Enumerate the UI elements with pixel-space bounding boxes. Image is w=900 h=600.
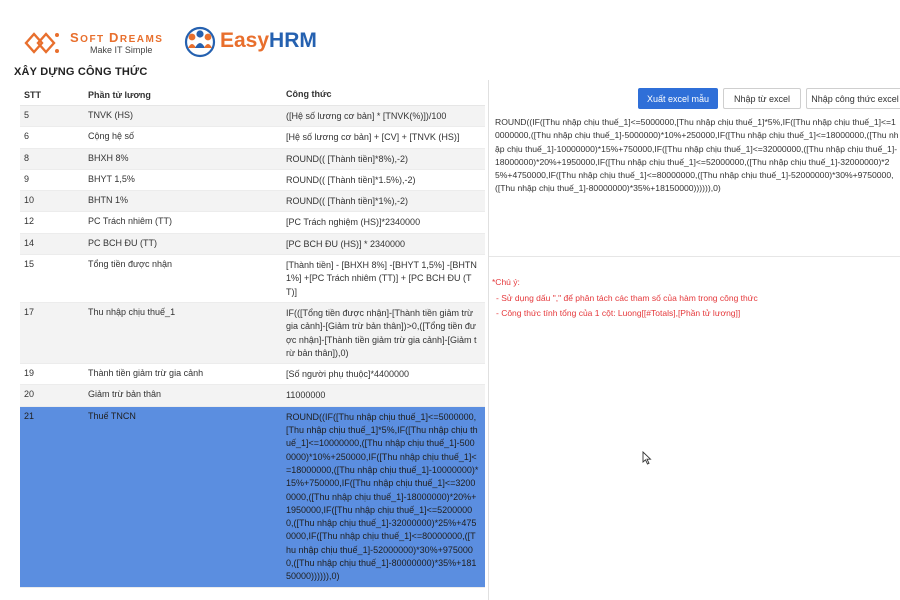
cell-component-name: BHYT 1,5% [88, 173, 135, 184]
table-row[interactable] [20, 127, 485, 148]
cell-component-name: BHXH 8% [88, 152, 129, 163]
cell-formula: ROUND(( [Thành tiền]*1%),-2) [286, 196, 409, 207]
table-row[interactable] [20, 303, 485, 364]
cell-component-name: Giảm trừ bản thân [88, 389, 162, 400]
cell-component-name: Tổng tiền được nhận [88, 259, 172, 270]
cell-component-name: Thu nhập chịu thuế_1 [88, 306, 176, 317]
export-excel-template-button[interactable]: Xuất excel mẫu [638, 88, 718, 109]
cell-formula: ROUND((IF([Thu nhập chịu thuế_1]<=5000000,[Thu nhập chịu thuế_1]*5%,IF([Thu nhập chịu thuế_1]<=10000000,([Thu nhập chịu thuế_1]-5000000)*10%+250000,IF([Thu nhập chịu thuế_1]<=18000000,([Thu nhập chịu thuế_1]-10000000)*15%+750000,IF([Thu nhập chịu thuế_1]<=32000000,([Thu nhập chịu thuế_1]-18000000)*20%+1950000,IF([Thu nhập chịu thuế_1]<=52000000,([Thu nhập chịu thuế_1]-32000000)*25%+4750000,IF([Thu nhập chịu thuế_1]<=80000000,([Thu nhập chịu thuế_1]-52000000)*30%+9750000,([Thu nhập chịu thuế_1]-80000000)*35%+18150000)))))),0) [286, 411, 479, 582]
table-row[interactable] [20, 407, 485, 588]
column-header-formula: Công thức [286, 88, 332, 99]
import-from-excel-button[interactable]: Nhập từ excel [723, 88, 801, 109]
cell-formula: [Số người phụ thuộc]*4400000 [286, 369, 410, 380]
cell-formula: ([Hệ số lương cơ bản] * [TNVK(%)])/100 [286, 111, 447, 121]
cell-formula: IF(([Tổng tiền được nhận]-[Thành tiền giảm trừ gia cảnh]-[Giảm trừ bản thân])>0,([Tổng tiền được nhận]-[Thành tiền giảm trừ gia cảnh]-[Giảm trừ bản thân]),0) [286, 307, 477, 358]
cell-formula: ROUND(( [Thành tiền]*1.5%),-2) [286, 174, 416, 185]
table-row[interactable] [20, 106, 485, 127]
column-header-stt: STT [24, 89, 41, 100]
editor-divider [489, 256, 900, 257]
cell-stt: 6 [24, 131, 30, 142]
table-row[interactable] [20, 364, 485, 385]
notes-title: *Chú ý: [492, 277, 520, 287]
cell-stt: 15 [24, 259, 35, 270]
toolbar [638, 88, 900, 109]
table-row[interactable] [20, 191, 485, 212]
cell-stt: 10 [24, 195, 35, 206]
table-row[interactable] [20, 385, 485, 406]
easyhrm-name: EasyHRM [220, 29, 317, 52]
table-row[interactable] [20, 212, 485, 233]
cell-formula: ROUND(( [Thành tiền]*8%),-2) [286, 153, 409, 164]
salary-formula-table [20, 84, 485, 588]
cell-component-name: TNVK (HS) [88, 110, 133, 120]
column-header-component: Phần tử lương [88, 89, 151, 100]
cell-stt: 14 [24, 237, 35, 248]
table-row[interactable] [20, 149, 485, 170]
easyhrm-logo-icon [182, 26, 218, 58]
cell-stt: 21 [24, 410, 35, 421]
cell-formula: 11000000 [286, 390, 326, 401]
cell-stt: 9 [24, 173, 30, 184]
cell-formula: [Hệ số lương cơ bản] + [CV] + [TNVK (HS)] [286, 132, 460, 143]
cell-stt: 8 [24, 152, 30, 163]
softdreams-logo-icon [22, 26, 62, 60]
note-line: - Sử dụng dấu "," để phân tách các tham số của hàm trong công thức [496, 292, 758, 303]
cell-component-name: PC Trách nhiêm (TT) [88, 216, 173, 227]
cell-component-name: Thuế TNCN [88, 410, 136, 421]
page-title: XÂY DỰNG CÔNG THỨC [14, 66, 148, 78]
easyhrm-logo [182, 26, 322, 60]
table-body [20, 106, 485, 588]
cell-stt: 20 [24, 389, 35, 400]
table-row[interactable] [20, 255, 485, 303]
table-header [20, 84, 485, 106]
table-row[interactable] [20, 170, 485, 191]
cell-formula: [PC Trách nghiệm (HS)]*2340000 [286, 217, 421, 228]
cell-stt: 19 [24, 368, 35, 379]
cell-stt: 5 [24, 110, 30, 120]
cell-stt: 17 [24, 306, 35, 317]
softdreams-logo [22, 26, 172, 60]
cell-formula: [PC BCH ĐU (HS)] * 2340000 [286, 238, 406, 249]
cell-component-name: BHTN 1% [88, 195, 129, 206]
table-row[interactable] [20, 234, 485, 255]
header [22, 26, 422, 62]
notes [492, 276, 892, 321]
import-excel-formula-button[interactable]: Nhập công thức excel [806, 88, 900, 109]
cell-component-name: Thành tiền giảm trừ gia cảnh [88, 368, 204, 379]
panel-divider [488, 80, 489, 600]
note-line: - Công thức tính tổng của 1 cột: Luong[[#Totals],[Phần tử lương]] [496, 308, 741, 318]
cell-formula: [Thành tiền] - [BHXH 8%] -[BHYT 1,5%] -[BHTN 1%] +[PC Trách nhiêm (TT)] + [PC BCH ĐU (TT)] [286, 260, 477, 297]
softdreams-name: SOFT DREAMS [70, 30, 164, 45]
softdreams-tagline: Make IT Simple [90, 45, 153, 55]
mouse-cursor-icon [642, 451, 652, 465]
cell-stt: 12 [24, 216, 35, 227]
cell-component-name: Cộng hệ số [88, 131, 135, 142]
formula-editor[interactable]: ROUND((IF([Thu nhập chịu thuế_1]<=5000000,[Thu nhập chịu thuế_1]*5%,IF([Thu nhập chịu thuế_1]<=10000000,([Thu nhập chịu thuế_1]-5000000)*10%+250000,IF([Thu nhập chịu thuế_1]<=18000000,([Thu nhập chịu thuế_1]-10000000)*15%+750000,IF([Thu nhập chịu thuế_1]<=32000000,([Thu nhập chịu thuế_1]-18000000)*20%+1950000,IF([Thu nhập chịu thuế_1]<=52000000,([Thu nhập chịu thuế_1]-32000000)*25%+4750000,IF([Thu nhập chịu thuế_1]<=80000000,([Thu nhập chịu thuế_1]-52000000)*30%+9750000,([Thu nhập chịu thuế_1]-80000000)*35%+18150000)))))),0) [495, 117, 899, 194]
cell-component-name: PC BCH ĐU (TT) [88, 237, 157, 248]
